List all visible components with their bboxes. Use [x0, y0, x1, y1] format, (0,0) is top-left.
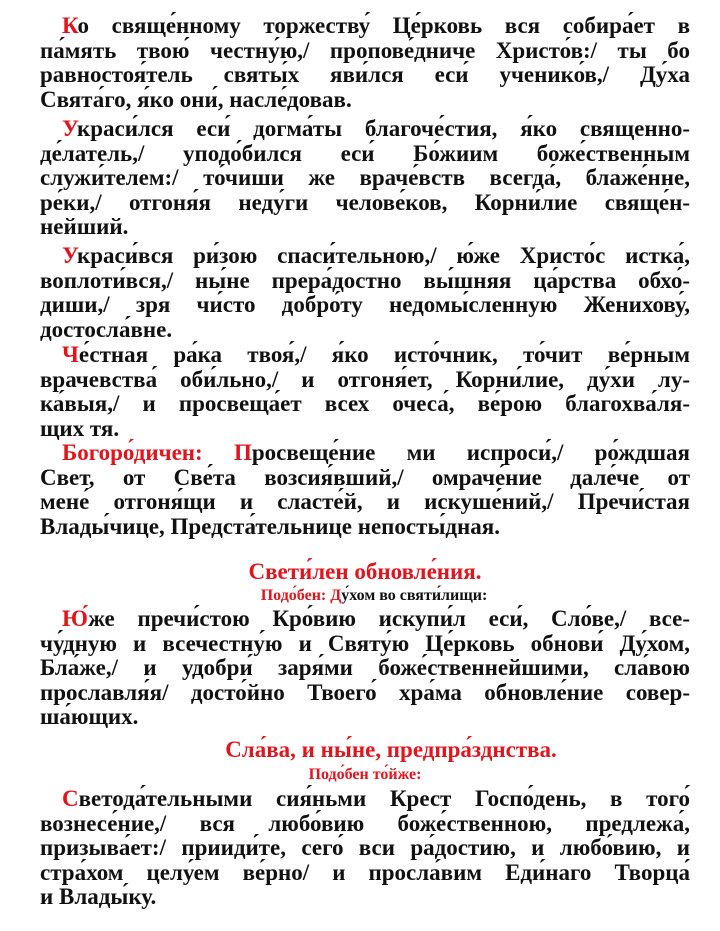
- red-initial: Ч: [62, 342, 79, 367]
- verse-text: росвеще́ние ми испроси́,/ ро́ждшая: [251, 440, 690, 465]
- verse-line: па́мять твою́ честну́ю,/ пропове́дниче Христо́в:/ ты бо: [40, 37, 690, 63]
- svetilen-heading: Свети́лен обновле́ния.: [248, 559, 482, 584]
- verse-line: призыва́ет:/ прииди́те, сего́ вси ра́достию, и любо́вию, и: [40, 835, 690, 861]
- troparion-3: [40, 244, 690, 342]
- troparion-2: [40, 117, 690, 240]
- verse-line: [40, 441, 690, 466]
- red-initial: С: [62, 786, 79, 811]
- svetilen-text: [40, 607, 690, 730]
- theotokion: [40, 441, 690, 539]
- verse-line: мене́ отгоня́щи и сласте́й, и искуше́ний,/ Пречи́стая: [40, 489, 690, 515]
- verse-line: чу́дную и всечестну́ю и Святу́ю Це́рковь обнови́ Ду́хом,: [40, 630, 690, 656]
- verse-text: краси́вся ри́зою спаси́тельною,/ ю́же Христо́с истка́,: [77, 243, 690, 268]
- verse-line: Влады́чице, Предста́тельнице непосты́дная.: [40, 513, 500, 539]
- verse-line: достосла́вне.: [40, 316, 173, 342]
- verse-text: о свяще́нному торжеству́ Це́рковь вся собира́ет в: [77, 13, 690, 38]
- verse-line: ре́ки,/ отгоня́я неду́ги челове́ков, Корни́лие свяще́н-: [40, 189, 690, 215]
- podoben-text: у́хом во святи́лищи:: [341, 587, 488, 604]
- verse-line: ша́ющих.: [40, 704, 139, 730]
- red-initial: У: [62, 243, 77, 268]
- verse-line: Бла́же,/ и удобри́ заря́ми боже́ственнейшими, сла́вою: [40, 655, 690, 681]
- verse-line: ка́выя,/ и просвеща́ет всех очеса́, ве́рою благохва́ля-: [40, 391, 690, 417]
- verse-line: Свет, от Све́та возсия́вший,/ омраче́ние дале́че от: [40, 464, 690, 490]
- verse-line: диши,/ зря чи́сто добро́ту недомы́сленную Женихову́,: [40, 292, 690, 318]
- verse-line: стра́хом целу́ем ве́рно/ и просла́вим Еди́наго Творца́: [40, 859, 690, 885]
- verse-line: вознесе́ние,/ вся любо́вию боже́ственною, предлежа́,: [40, 810, 690, 836]
- verse-line: [40, 14, 690, 39]
- verse-text: же пречи́стою Кро́вию искупи́л еси́, Сло́ве,/ все-: [88, 606, 690, 631]
- verse-line: [40, 607, 690, 632]
- red-initial: У: [62, 116, 77, 141]
- podoben-rubric: Подо́бен: Д: [260, 587, 342, 604]
- verse-line: [40, 117, 690, 142]
- verse-line: прославля́я/ досто́йно Твоего́ хра́ма обновле́ние совер-: [40, 679, 690, 705]
- verse-line: де́латель,/ уподо́бился еси́ Бо́жиим боже́ственным: [40, 140, 690, 166]
- verse-line: [40, 787, 690, 812]
- verse-line: воплоти́вся,/ ны́не прера́достно вы́шняя ца́рства обхо́-: [40, 267, 690, 293]
- verse-line: служи́телем:/ то́чиши же враче́вств всегда́, блаже́нне,: [40, 165, 690, 191]
- verse-text: е́стная ра́ка твоя́,/ я́ко исто́чник, то́чит ве́рным: [78, 342, 690, 367]
- verse-line: нейший.: [40, 214, 129, 240]
- red-initial: К: [62, 13, 78, 38]
- verse-text: ветода́тельными сия́ньми Крест Госпо́день, в того́: [78, 786, 690, 811]
- verse-line: равностоя́тель святы́х яви́лся еси́ ученико́в,/ Ду́ха: [40, 62, 690, 88]
- verse-line: и Влады́ку.: [40, 884, 157, 910]
- red-initial: Ю́: [62, 606, 89, 631]
- verse-line: врачевства́ оби́льно,/ и отгоня́ет, Корни́лие, ду́хи лу-: [40, 366, 690, 392]
- slava-text: [40, 787, 690, 910]
- verse-text: краси́лся еси́ догма́ты благоче́стия, я́ко священно-: [77, 116, 690, 141]
- slava-heading: Сла́ва, и ны́не, предпра́зднства.: [225, 737, 557, 762]
- troparion-4: [40, 343, 690, 441]
- verse-line: [40, 244, 690, 269]
- theotokion-rubric: Богоро́дичен: П: [62, 440, 252, 465]
- troparion-1: [40, 14, 690, 112]
- svetilen-podoben: [40, 586, 690, 606]
- verse-line: Свята́го, я́ко они́, насле́довав.: [40, 86, 352, 112]
- verse-line: [40, 343, 690, 368]
- verse-line: щих тя.: [40, 415, 120, 441]
- slava-podoben: Подо́бен то́йже:: [308, 766, 422, 783]
